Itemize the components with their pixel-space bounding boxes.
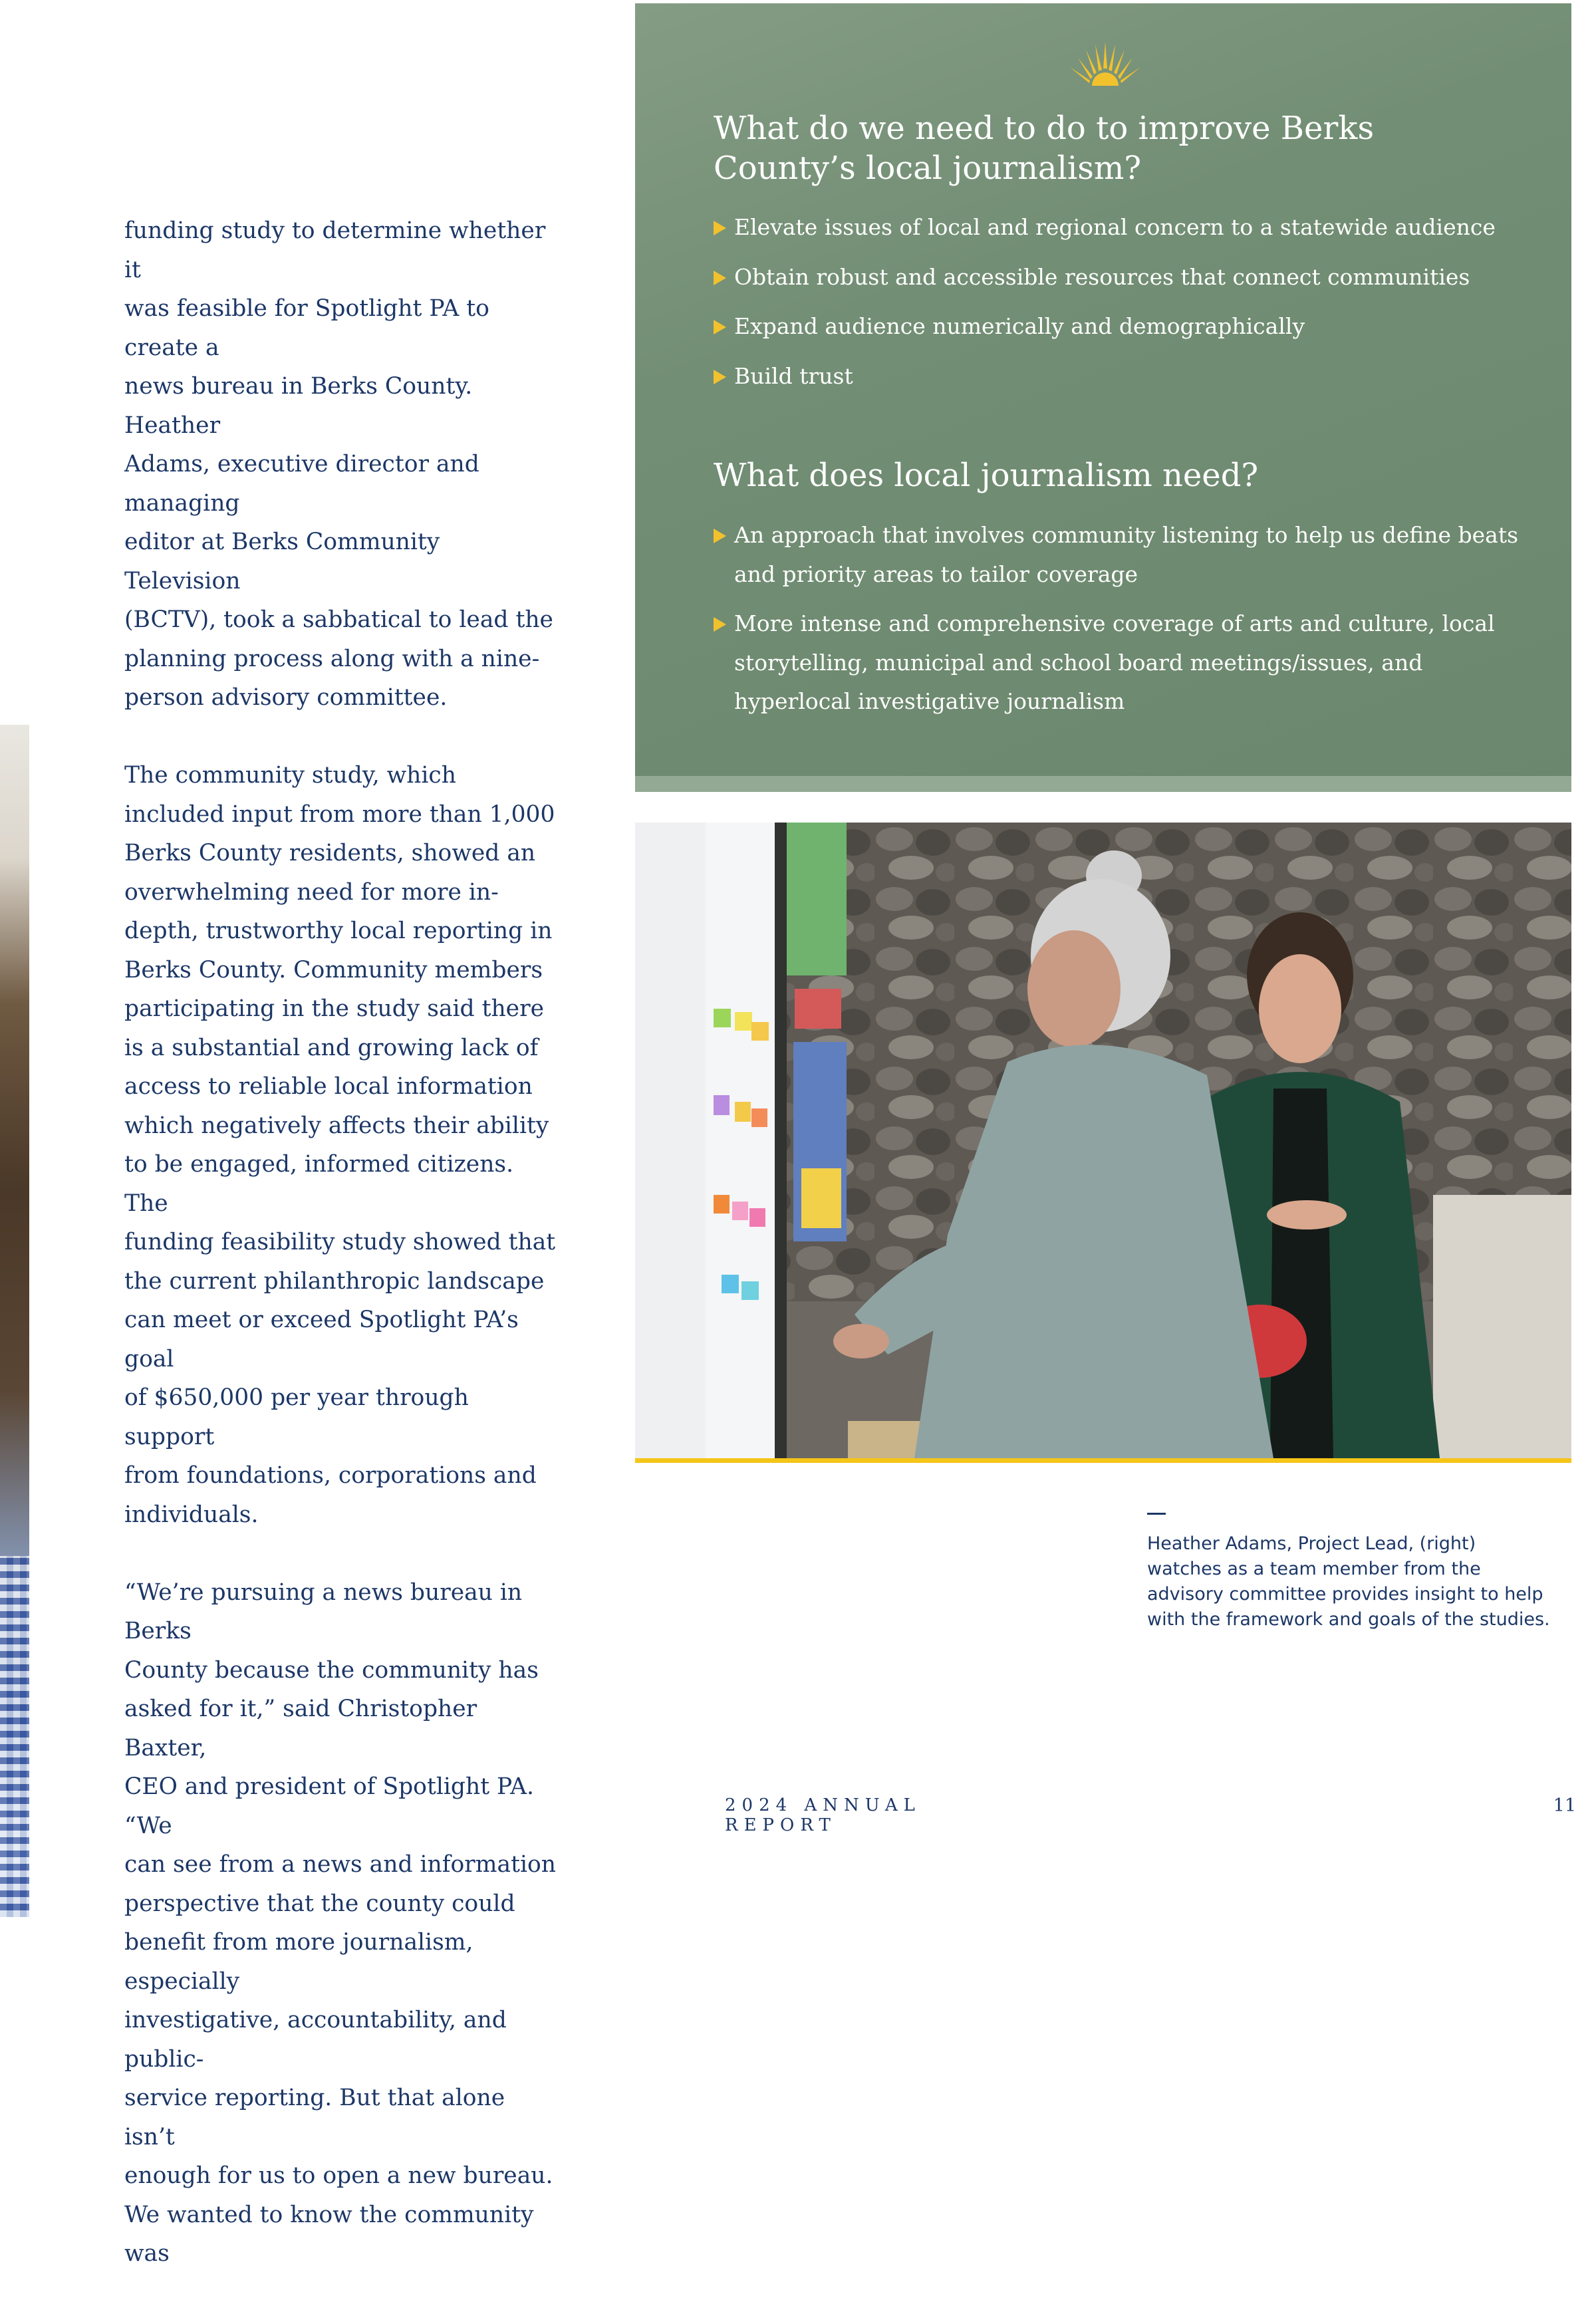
sidebar-heading-2: What does local journalism need? — [714, 457, 1259, 494]
list-item: Expand audience numerically and demographically — [714, 307, 1525, 346]
sidebar-heading-1: What do we need to do to improve Berks County’s local journalism? — [714, 110, 1375, 187]
sidebar-box — [635, 3, 1571, 792]
photo-illustration — [635, 823, 1571, 1458]
sidebar-bottom-strip — [635, 776, 1571, 792]
body-text-column — [124, 211, 557, 2312]
caption-dash — [1147, 1513, 1166, 1515]
arrow-bullet-icon — [714, 221, 726, 235]
list-item: An approach that involves community listening to help us define beats and priority areas to tailor coverage — [714, 516, 1525, 594]
improvement-list — [714, 208, 1525, 406]
arrow-bullet-icon — [714, 320, 726, 334]
list-item: Build trust — [714, 357, 1525, 396]
photo-underline — [635, 1458, 1571, 1463]
page-number: 11 — [1553, 1795, 1576, 1816]
photo-caption: Heather Adams, Project Lead, (right) watches as a team member from the advisory committee provides insight to help with the framework and goals of the studies. — [1147, 1533, 1550, 1630]
body-paragraph: “We’re pursuing a news bureau in Berks County because the community has asked for it,” said Christopher Baxter, CEO and president of Spotlight PA. “We can see from a news and information perspective that the county could benefit from more journalism, especially investigative, accountability, and public- service reporting. But that alone isn’t enough for us to open a new bureau. We wanted to know the community was — [124, 1579, 556, 2267]
list-item: Obtain robust and accessible resources that connect communities — [714, 258, 1525, 297]
list-item: More intense and comprehensive coverage of arts and culture, local storytelling, municipal and school board meetings/issues, and hyperlocal investigative journalism — [714, 604, 1525, 721]
arrow-bullet-icon — [714, 271, 726, 285]
body-paragraph: The community study, which included input from more than 1,000 Berks County residents, showed an overwhelming need for more in- depth, trustworthy local reporting in Berks County. Community members participating in the study said there is a substantial and growing lack of access to reliable local information which negatively affects their ability to be engaged, informed citizens. The funding feasibility study showed that the current philanthropic landscape can meet or exceed Spotlight PA’s goal of $650,000 per year through support from foundations, corporations and individuals. — [124, 762, 556, 1528]
adjacent-page-photo-edge — [0, 725, 29, 1917]
sunburst-icon — [1069, 42, 1142, 86]
arrow-bullet-icon — [714, 617, 726, 632]
needs-list — [714, 516, 1525, 732]
arrow-bullet-icon — [714, 370, 726, 384]
footer-report-label: 2024 ANNUAL REPORT — [725, 1795, 921, 1835]
photo — [635, 823, 1571, 1458]
body-paragraph: funding study to determine whether it was feasible for Spotlight PA to create a news bureau in Berks County. Heather Adams, executive director and managing editor at Berks Community Television (BCTV), took a sabbatical to lead the planning process along with a nine- person advisory committee. — [124, 217, 553, 711]
arrow-bullet-icon — [714, 529, 726, 543]
list-item: Elevate issues of local and regional concern to a statewide audience — [714, 208, 1525, 247]
